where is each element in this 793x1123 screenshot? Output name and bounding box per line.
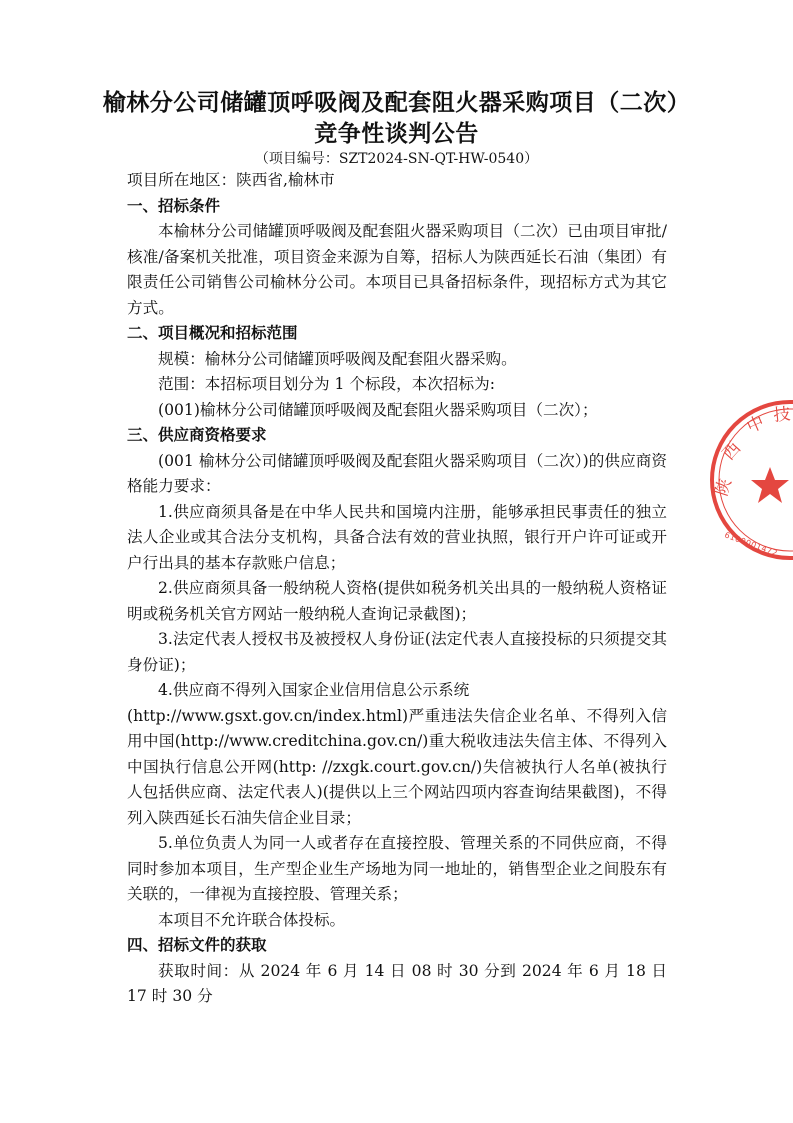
overview-scale: 规模：榆林分公司储罐顶呼吸阀及配套阻火器采购。	[158, 349, 517, 368]
qualification-item-1: 1.供应商须具备是在中华人民共和国境内注册，能够承担民事责任的独立法人企业或其合法分支机构，具备合法有效的营业执照，银行开户许可证或开户行出具的基本存款账户信息；	[127, 502, 667, 572]
svg-text:中: 中	[743, 412, 768, 438]
documents-time: 获取时间：从 2024 年 6 月 14 日 08 时 30 分到 2024 年 6 月 18 日 17 时 30 分	[127, 961, 667, 1005]
document-title-line2: 竞争性谈判公告	[314, 121, 479, 147]
document-body	[127, 168, 667, 1010]
svg-text:6100001472: 6100001472	[723, 530, 779, 559]
document-title-line1: 榆林分公司储罐顶呼吸阀及配套阻火器采购项目（二次）	[102, 90, 691, 116]
qualification-item-5: 5.单位负责人为同一人或者存在直接控股、管理关系的不同供应商，不得同时参加本项目，生产型企业生产场地为同一地址的，销售型企业之间股东有关联的，一律视为直接控股、管理关系；	[127, 834, 667, 903]
qualification-item-4-lead: 4.供应商不得列入国家企业信用信息公示系统	[158, 681, 470, 699]
project-region: 项目所在地区：陕西省,榆林市	[127, 171, 335, 189]
svg-text:技: 技	[772, 404, 792, 426]
section-heading-qualification: 三、供应商资格要求	[127, 426, 267, 444]
qualification-item-2: 2.供应商须具备一般纳税人资格(提供如税务机关出具的一般纳税人资格证明或税务机关官方网站一般纳税人查询记录截图)；	[127, 579, 667, 623]
svg-text:西: 西	[718, 438, 746, 465]
qualification-item-3: 3.法定代表人授权书及被授权人身份证(法定代表人直接投标的只须提交其身份证)；	[127, 630, 667, 674]
svg-text:陕: 陕	[711, 476, 737, 499]
project-code: （项目编号：SZT2024-SN-QT-HW-0540）	[254, 151, 539, 167]
section-heading-conditions: 一、招标条件	[127, 196, 221, 215]
consortium-note: 本项目不允许联合体投标。	[158, 910, 346, 929]
section-heading-overview: 二、项目概况和招标范围	[127, 324, 298, 342]
section-heading-documents: 四、招标文件的获取	[127, 936, 267, 954]
qualification-intro: (001 榆林分公司储罐顶呼吸阀及配套阻火器采购项目（二次）)的供应商资格能力要求：	[127, 451, 667, 495]
qualification-item-4-detail: (http://www.gsxt.gov.cn/index.html)严重违法失信企业名单、不得列入信用中国(http://www.creditchina.gov.cn/)重大税收违法失信主体、不得列入中国执行信息公开网(http: //zxgk.court.gov.cn/)失信被执行人名单(被执行人包括供应商、法定代表人)(提供以上三个网站四项内容查询结果截图)，不得列入陕西延长石油失信企业目录；	[127, 706, 667, 827]
overview-scope: 范围：本招标项目划分为 1 个标段，本次招标为:	[158, 375, 495, 393]
conditions-paragraph: 本榆林分公司储罐顶呼吸阀及配套阻火器采购项目（二次）已由项目审批/核准/备案机关批准，项目资金来源为自筹，招标人为陕西延长石油（集团）有限责任公司销售公司榆林分公司。本项目已具备招标条件，现招标方式为其它方式。	[127, 222, 667, 317]
company-seal-stamp	[700, 385, 793, 585]
overview-lot: (001)榆林分公司储罐顶呼吸阀及配套阻火器采购项目（二次）；	[158, 400, 598, 419]
star-icon	[751, 467, 789, 503]
